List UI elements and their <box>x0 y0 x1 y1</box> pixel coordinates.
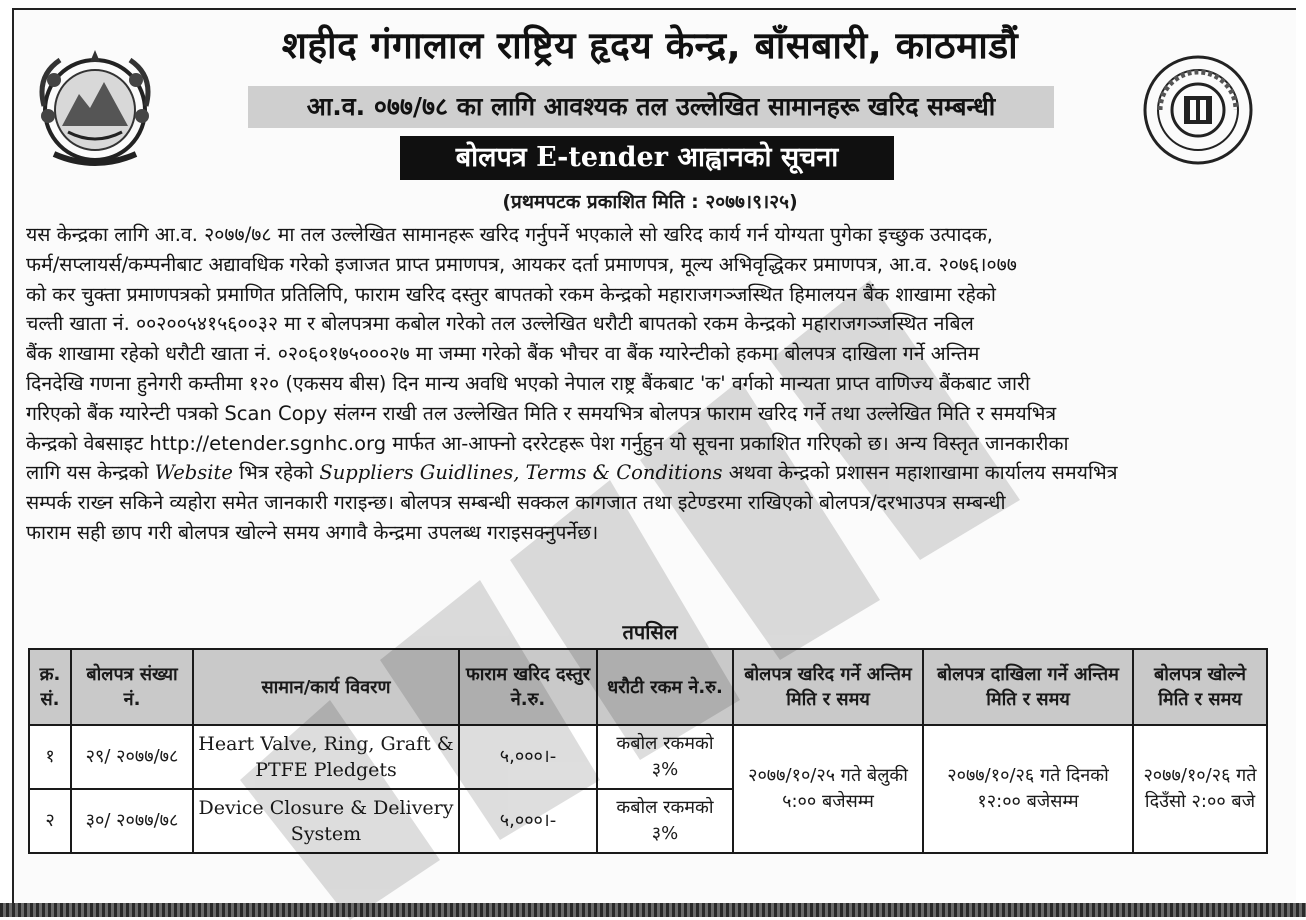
hospital-title: शहीद गंगालाल राष्ट्रिय हृदय केन्द्र, बाँसबारी, काठमाडौं <box>281 24 1019 67</box>
e-tender-banner: बोलपत्र E-tender आह्वानको सूचना <box>400 136 894 180</box>
cell-description: Heart Valve, Ring, Graft & PTFE Pledgets <box>193 725 459 789</box>
header-deposit: धरौटी रकम ने.रु. <box>597 649 733 725</box>
body-line: सम्पर्क राख्न सकिने व्यहोरा समेत जानकारी गराइन्छ। बोलपत्र सम्बन्धी सक्कल कागजात तथा इटेण्डरमा राखिएको बोलपत्र/दरभाउपत्र सम्बन्धी <box>26 491 1006 515</box>
guidelines-text: Suppliers Guidlines, Terms & Conditions <box>319 461 723 485</box>
bottom-scan-strip <box>0 903 1306 917</box>
body-line: गरिएको बैंक ग्यारेन्टी पत्रको Scan Copy संलग्न राखी तल उल्लेखित मिति र समयभित्र बोलपत्र फाराम खरिद गर्ने तथा उल्लेखित मिति र समयभित्र <box>26 401 1057 425</box>
cell-deposit: कबोल रकमको ३% <box>597 789 733 853</box>
header-opening: बोलपत्र खोल्ने मिति र समय <box>1133 649 1267 725</box>
body-line: यस केन्द्रका लागि आ.व. २०७७/७८ मा तल उल्लेखित सामानहरू खरिद गर्नुपर्ने भएकाले सो खरिद कार्य गर्न योग्यता पुगेका इच्छुक उत्पादक, <box>26 223 993 246</box>
cell-sn: २ <box>29 789 71 853</box>
body-line: फाराम सही छाप गरी बोलपत्र खोल्ने समय अगावै केन्द्रमा उपलब्ध गराइसक्नुपर्नेछ। <box>26 520 599 544</box>
nepal-government-emblem-icon <box>24 46 166 176</box>
cell-purchase-deadline: २०७७/१०/२५ गते बेलुकी ५:०० बजेसम्म <box>733 725 923 853</box>
cell-submission-deadline: २०७७/१०/२६ गते दिनको १२:०० बजेसम्म <box>923 725 1133 853</box>
body-line: केन्द्रको वेबसाइट http://etender.sgnhc.org मार्फत आ-आफ्नो दररेटहरू पेश गर्नुहुन यो सूचना प्रकाशित गरिएको छ। अन्य विस्तृत जानकारीका <box>26 431 1069 455</box>
body-line: चल्ती खाता नं. ००२००५४१५६००३२ मा र बोलपत्रमा कबोल गरेको तल उल्लेखित धरौटी बापतको रकम केन्द्रको महाराजगञ्जस्थित नबिल <box>26 312 974 336</box>
header-description: सामान/कार्य विवरण <box>193 649 459 725</box>
body-line <box>26 458 1278 488</box>
body-text-segment: अथवा केन्द्रको प्रशासन महाशाखामा कार्यालय समयभित्र <box>722 461 1118 485</box>
header-purchase-deadline: बोलपत्र खरिद गर्ने अन्तिम मिति र समय <box>733 649 923 725</box>
body-line: बैंक शाखामा रहेको धरौटी खाता नं. ०२०६०१७५०००२७ मा जम्मा गरेको बैंक भौचर वा बैंक ग्यारेन्टीको हकमा बोलपत्र दाखिला गर्ने अन्तिम <box>26 342 980 366</box>
header-bid-no: बोलपत्र संख्या नं. <box>71 649 193 725</box>
cell-form-fee: ५,०००।- <box>459 725 597 789</box>
notice-body <box>26 220 1278 548</box>
body-line: फर्म/सप्लायर्स/कम्पनीबाट अद्यावधिक गरेको इजाजत प्राप्त प्रमाणपत्र, आयकर दर्ता प्रमाणपत्र, मूल्य अभिवृद्धिकर प्रमाणपत्र, आ.व. २०७६।०७७ <box>26 252 1017 276</box>
body-text-segment: लागि यस केन्द्रको <box>26 461 155 485</box>
schedule-heading: तपसिल <box>622 620 678 644</box>
website-link-text: Website <box>154 461 233 485</box>
body-line: दिनदेखि गणना हुनेगरी कम्तीमा १२० (एकसय बीस) दिन मान्य अवधि भएको नेपाल राष्ट्र बैंकबाट 'क' वर्गको मान्यता प्राप्त वाणिज्य बैंकबाट जारी <box>26 371 1031 395</box>
header-sn: क्र. सं. <box>29 649 71 725</box>
notice-subtitle: आ.व. ०७७/७८ का लागि आवश्यक तल उल्लेखित सामानहरू खरिद सम्बन्धी <box>248 86 1054 128</box>
cell-deposit: कबोल रकमको ३% <box>597 725 733 789</box>
table-header-row <box>29 649 1267 725</box>
body-text-segment: भित्र रहेको <box>232 461 320 485</box>
cell-bid-no: २९/ २०७७/७८ <box>71 725 193 789</box>
cell-form-fee: ५,०००।- <box>459 789 597 853</box>
header-form-fee: फाराम खरिद दस्तुर ने.रु. <box>459 649 597 725</box>
header-submission-deadline: बोलपत्र दाखिला गर्ने अन्तिम मिति र समय <box>923 649 1133 725</box>
cell-sn: १ <box>29 725 71 789</box>
body-line: को कर चुक्ता प्रमाणपत्रको प्रमाणित प्रतिलिपि, फाराम खरिद दस्तुर बापतको रकम केन्द्रको महाराजगञ्जस्थित हिमालयन बैंक शाखामा रहेको <box>26 282 996 306</box>
hospital-seal-icon <box>1142 54 1254 166</box>
tender-table <box>28 648 1268 854</box>
cell-opening: २०७७/१०/२६ गते दिउँसो २:०० बजे <box>1133 725 1267 853</box>
cell-description: Device Closure & Delivery System <box>193 789 459 853</box>
publication-date: (प्रथमपटक प्रकाशित मिति : २०७७।९।२५) <box>502 191 798 213</box>
cell-bid-no: ३०/ २०७७/७८ <box>71 789 193 853</box>
table-row <box>29 725 1267 789</box>
